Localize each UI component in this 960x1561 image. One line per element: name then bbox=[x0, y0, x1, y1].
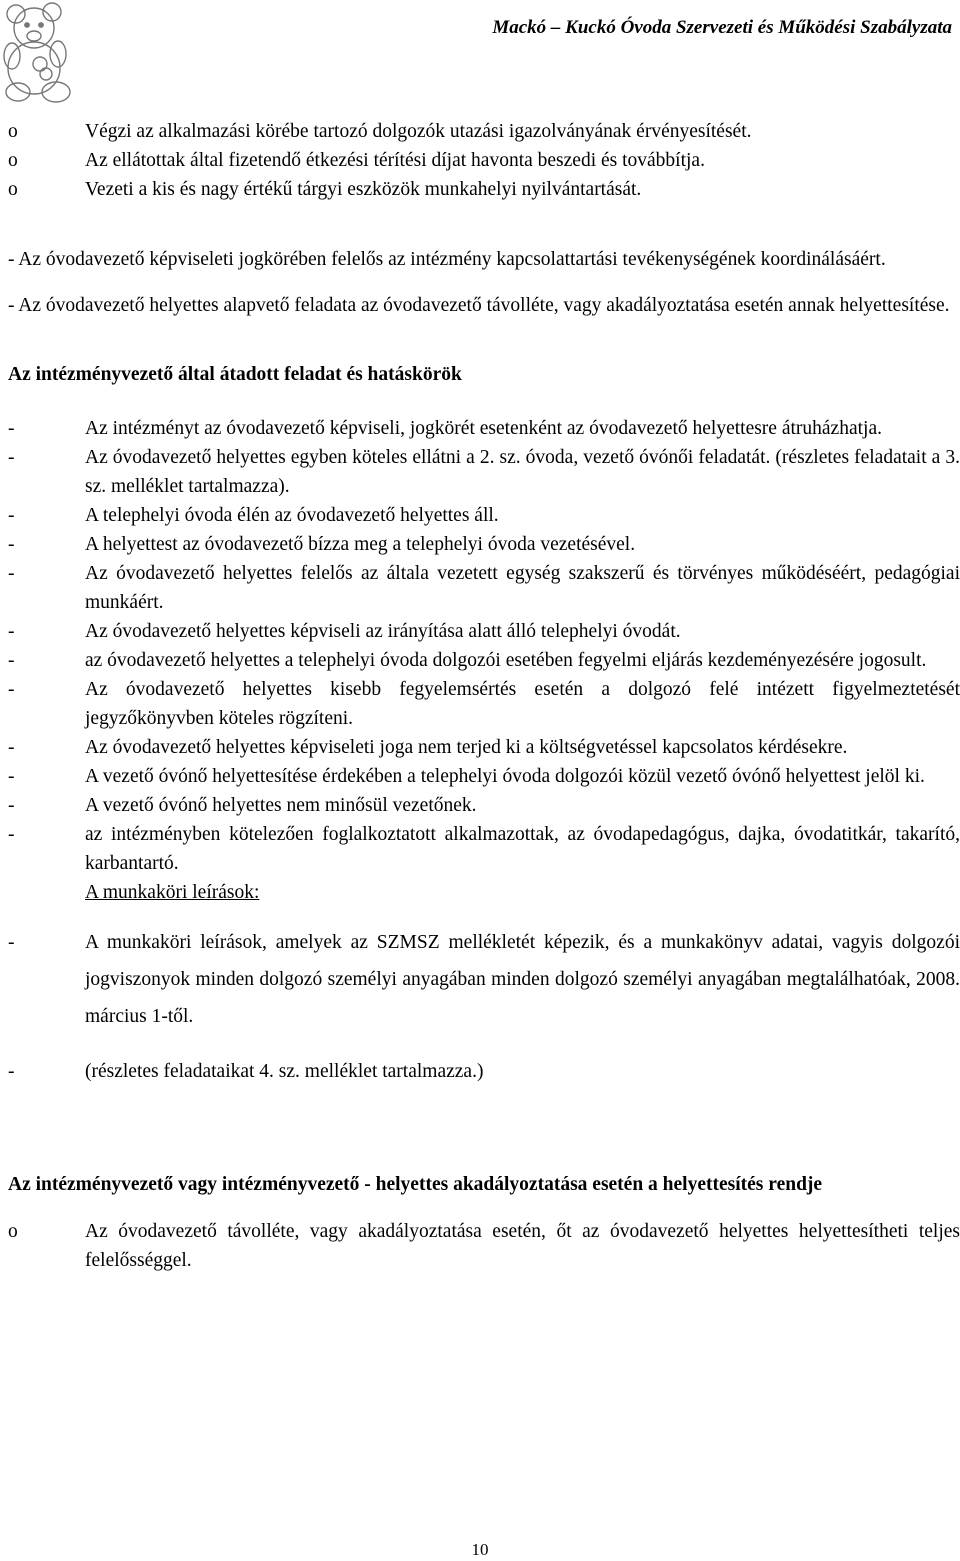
dash-marker: - bbox=[8, 795, 15, 816]
list-item-text: Az óvodavezető helyettes képviseleti joga nem terjed ki a költségvetéssel kapcsolatos kérdésekre. bbox=[85, 737, 848, 758]
list-item bbox=[8, 820, 960, 878]
bullet-marker: o bbox=[8, 179, 18, 200]
dash-marker: - bbox=[8, 679, 15, 700]
job-descriptions-list bbox=[8, 924, 960, 1090]
substitution-list bbox=[8, 1217, 960, 1275]
list-item bbox=[8, 530, 960, 559]
list-item-text: Az óvodavezető távolléte, vagy akadályoztatása esetén, őt az óvodavezető helyettes helyettesítheti teljes felelősséggel. bbox=[85, 1221, 960, 1271]
list-item bbox=[8, 1053, 960, 1090]
list-item-text: Az óvodavezető helyettes képviseli az irányítása alatt álló telephelyi óvodát. bbox=[85, 621, 681, 642]
list-item bbox=[8, 414, 960, 443]
dash-marker: - bbox=[8, 932, 15, 953]
list-item bbox=[8, 646, 960, 675]
list-item bbox=[8, 117, 960, 146]
list-item-text: Végzi az alkalmazási körébe tartozó dolgozók utazási igazolványának érvényesítését. bbox=[85, 121, 752, 142]
list-item bbox=[8, 1217, 960, 1275]
list-item-text: A vezető óvónő helyettes nem minősül vezetőnek. bbox=[85, 795, 477, 816]
dash-marker: - bbox=[8, 418, 15, 439]
list-item-text: Az ellátottak által fizetendő étkezési térítési díjat havonta beszedi és továbbítja. bbox=[85, 150, 705, 171]
list-item-text: (részletes feladataikat 4. sz. melléklet tartalmazza.) bbox=[85, 1061, 484, 1082]
document-content bbox=[8, 117, 960, 1275]
list-item bbox=[8, 762, 960, 791]
teddy-bear-logo bbox=[2, 0, 76, 104]
intro-list bbox=[8, 117, 960, 204]
list-item-text: Vezeti a kis és nagy értékű tárgyi eszközök munkahelyi nyilvántartását. bbox=[85, 179, 642, 200]
list-item bbox=[8, 617, 960, 646]
bullet-marker: o bbox=[8, 150, 18, 171]
list-item bbox=[8, 675, 960, 733]
dash-marker: - bbox=[8, 766, 15, 787]
list-item-text: A munkaköri leírások, amelyek az SZMSZ mellékletét képezik, és a munkakönyv adatai, vagyis dolgozói jogviszonyok minden dolgozó személyi anyagában minden dolgozó személyi anyagában megtalálhatóak, 2008. március 1-től. bbox=[85, 932, 960, 1027]
bullet-marker: o bbox=[8, 1221, 18, 1242]
paragraph-representation: - Az óvodavezető képviseleti jogkörében felelős az intézmény kapcsolattartási tevékenységének koordinálásáért. bbox=[8, 249, 886, 270]
list-item bbox=[8, 924, 960, 1035]
dash-marker: - bbox=[8, 447, 15, 468]
dash-marker: - bbox=[8, 534, 15, 555]
section-heading-delegated-duties: Az intézményvezető által átadott feladat és hatáskörök bbox=[8, 364, 462, 385]
dash-marker: - bbox=[8, 1061, 15, 1082]
list-item bbox=[8, 175, 960, 204]
dash-marker: - bbox=[8, 563, 15, 584]
list-item bbox=[8, 146, 960, 175]
list-item bbox=[8, 878, 960, 907]
section-heading-substitution: Az intézményvezető vagy intézményvezető - helyettes akadályoztatása esetén a helyettesítés rendje bbox=[8, 1174, 823, 1195]
dash-marker: - bbox=[8, 650, 15, 671]
list-item bbox=[8, 501, 960, 530]
list-item-text: Az óvodavezető helyettes egyben köteles ellátni a 2. sz. óvoda, vezető óvónői feladatát. (részletes feladatait a 3. sz. melléklet tartalmazza). bbox=[85, 447, 960, 497]
list-item bbox=[8, 733, 960, 762]
list-item-text: az intézményben kötelezően foglalkoztatott alkalmazottak, az óvodapedagógus, dajka, óvodatitkár, takarító, karbantartó. bbox=[85, 824, 960, 874]
dash-marker: - bbox=[8, 621, 15, 642]
list-item-text: az óvodavezető helyettes a telephelyi óvoda dolgozói esetében fegyelmi eljárás kezdeményezésére jogosult. bbox=[85, 650, 927, 671]
list-item-text: A vezető óvónő helyettesítése érdekében a telephelyi óvoda dolgozói közül vezető óvónő helyettest jelöl ki. bbox=[85, 766, 925, 787]
list-item-text: A telephelyi óvoda élén az óvodavezető helyettes áll. bbox=[85, 505, 499, 526]
list-item bbox=[8, 791, 960, 820]
document-header-title: Mackó – Kuckó Óvoda Szervezeti és Működési Szabályzata bbox=[492, 17, 952, 38]
paragraph-deputy-duty: - Az óvodavezető helyettes alapvető feladata az óvodavezető távolléte, vagy akadályoztatása esetén annak helyettesítése. bbox=[8, 295, 950, 316]
list-item-text: Az óvodavezető helyettes felelős az általa vezetett egység szakszerű és törvényes működéséért, pedagógiai munkáért. bbox=[85, 563, 960, 613]
list-item-text: Az intézményt az óvodavezető képviseli, jogkörét esetenként az óvodavezető helyettesre átruházhatja. bbox=[85, 418, 882, 439]
list-item-text: A helyettest az óvodavezető bízza meg a telephelyi óvoda vezetésével. bbox=[85, 534, 636, 555]
subheading-job-descriptions: A munkaköri leírások: bbox=[85, 882, 260, 903]
delegated-duties-list bbox=[8, 414, 960, 907]
list-item-text: Az óvodavezető helyettes kisebb fegyelemsértés esetén a dolgozó felé intézett figyelmeztetését jegyzőkönyvben köteles rögzíteni. bbox=[85, 679, 960, 729]
dash-marker: - bbox=[8, 824, 15, 845]
bullet-marker: o bbox=[8, 121, 18, 142]
dash-marker: - bbox=[8, 505, 15, 526]
dash-marker: - bbox=[8, 737, 15, 758]
page-number: 10 bbox=[471, 1540, 489, 1559]
list-item bbox=[8, 443, 960, 501]
list-item bbox=[8, 559, 960, 617]
